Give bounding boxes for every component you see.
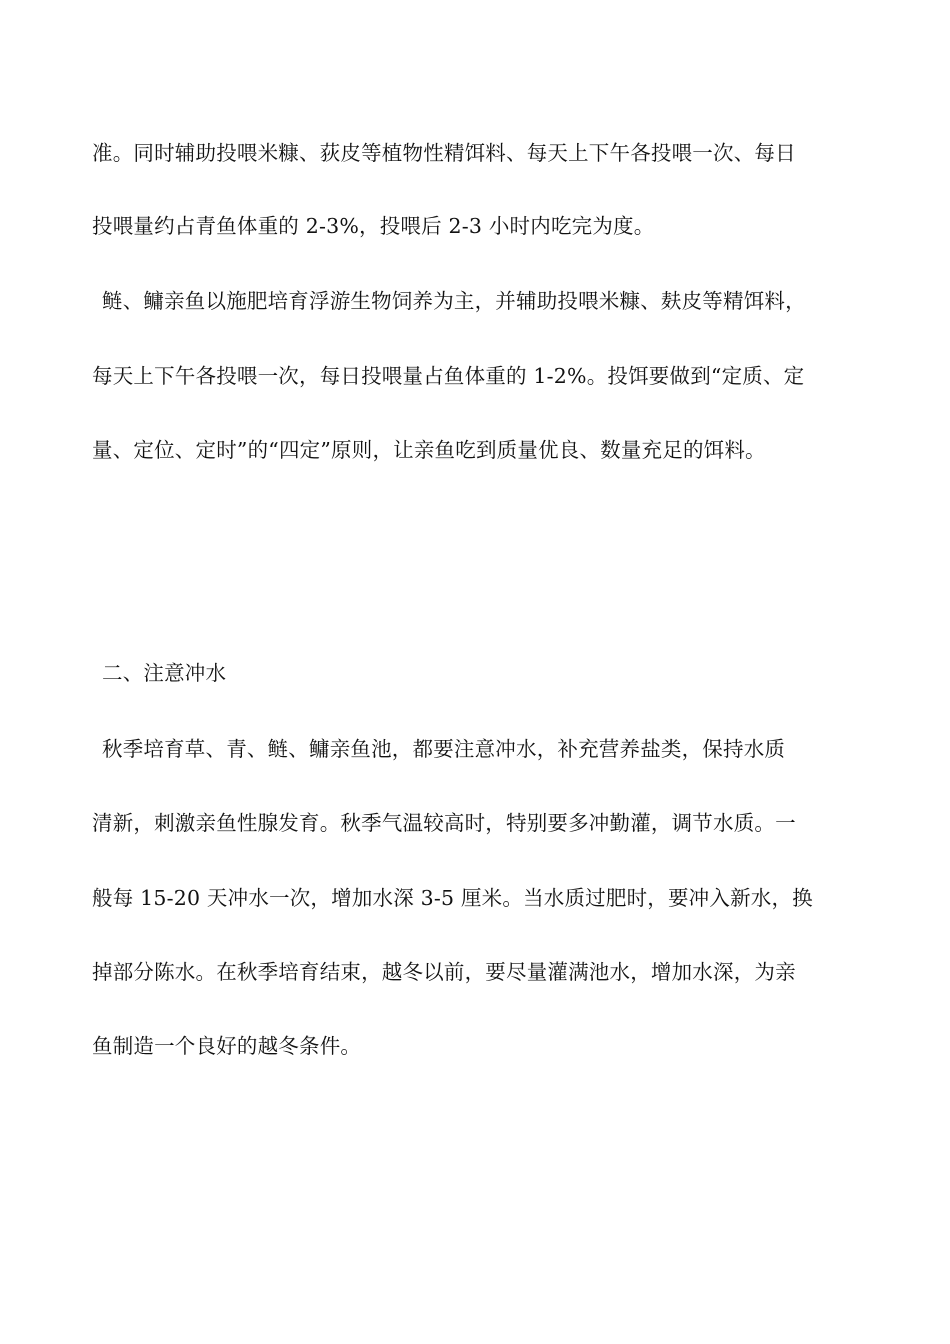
text-line: 投喂量约占青鱼体重的 2-3%，投喂后 2-3 小时内吃完为度。 xyxy=(92,214,655,238)
text-line: 秋季培育草、青、鲢、鳙亲鱼池，都要注意冲水，补充营养盐类，保持水质 xyxy=(102,737,786,761)
section-heading: 二、注意冲水 xyxy=(102,661,227,685)
text-line: 清新，刺激亲鱼性腺发育。秋季气温较高时，特别要多冲勤灌，调节水质。一 xyxy=(92,811,796,835)
text-line: 般每 15-20 天冲水一次，增加水深 3-5 厘米。当水质过肥时，要冲入新水，换 xyxy=(92,886,813,910)
text-line: 鲢、鳙亲鱼以施肥培育浮游生物饲养为主，并辅助投喂米糠、麸皮等精饵料， xyxy=(102,289,806,313)
text-line: 量、定位、定时”的“四定”原则，让亲鱼吃到质量优良、数量充足的饵料。 xyxy=(92,438,766,462)
text-line: 鱼制造一个良好的越冬条件。 xyxy=(92,1034,362,1058)
text-line: 每天上下午各投喂一次，每日投喂量占鱼体重的 1-2%。投饵要做到“定质、定 xyxy=(92,364,805,388)
text-line: 准。同时辅助投喂米糠、荻皮等植物性精饵料、每天上下午各投喂一次、每日 xyxy=(92,141,796,165)
text-line: 掉部分陈水。在秋季培育结束，越冬以前，要尽量灌满池水，增加水深，为亲 xyxy=(92,960,796,984)
